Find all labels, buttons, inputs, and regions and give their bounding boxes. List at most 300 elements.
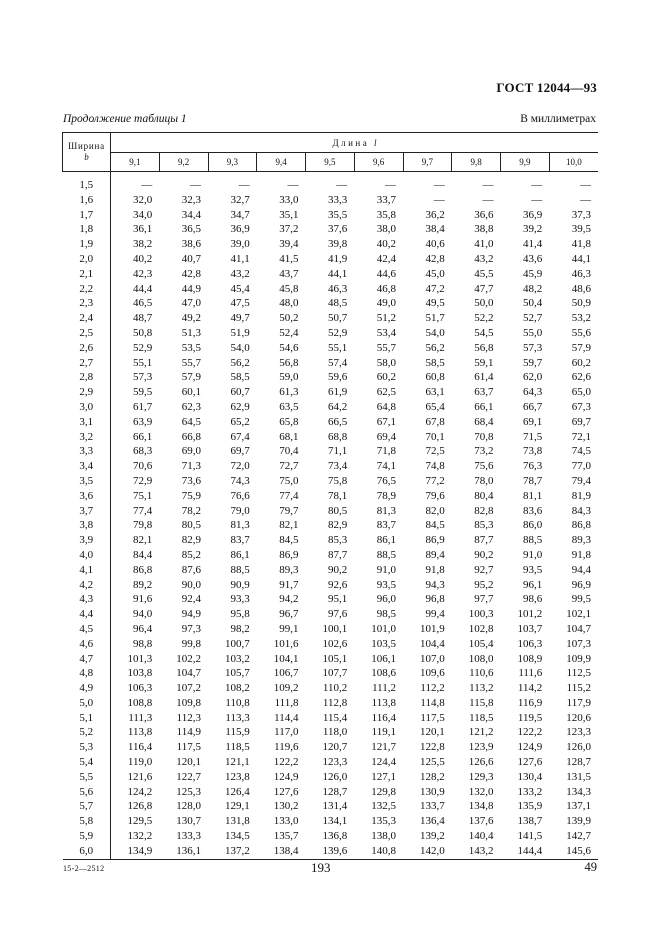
table-cell: 100,7 xyxy=(225,637,250,650)
table-cell: 33,0 xyxy=(279,193,299,206)
table-cell: 121,7 xyxy=(371,741,396,754)
table-cell: 124,9 xyxy=(517,741,543,754)
table-cell: 42,4 xyxy=(376,252,396,265)
table-cell: 76,6 xyxy=(230,489,250,502)
table-cell: 137,1 xyxy=(566,800,591,813)
table-cell: 82,1 xyxy=(133,534,153,547)
table-cell: 101,2 xyxy=(517,608,543,621)
table-cell: 81,3 xyxy=(376,504,396,517)
table-row xyxy=(63,237,599,252)
table-row xyxy=(63,385,599,400)
table-cell: 56,8 xyxy=(474,341,494,354)
table-cell: 120,1 xyxy=(176,756,201,769)
table-cell: — xyxy=(482,179,494,191)
table-row xyxy=(63,725,599,740)
table-cell: 46,3 xyxy=(571,267,591,280)
table-cell: 41,5 xyxy=(279,252,299,265)
table-cell: 44,9 xyxy=(181,282,201,295)
table-cell: 53,2 xyxy=(571,312,591,325)
table-cell: 92,6 xyxy=(328,578,348,591)
table-cell: 110,8 xyxy=(225,696,250,709)
table-cell: 142,0 xyxy=(403,844,452,859)
table-cell: 55,6 xyxy=(571,326,591,339)
table-cell: 86,9 xyxy=(279,548,299,561)
table-cell: 95,8 xyxy=(230,608,250,621)
table-row xyxy=(63,799,599,814)
table-cell: 50,0 xyxy=(474,297,494,310)
table-cell: 95,1 xyxy=(328,593,348,606)
table-row xyxy=(63,711,599,726)
width-value-cell: 4,7 xyxy=(63,652,111,667)
table-cell: 121,2 xyxy=(468,726,494,739)
table-cell: 108,8 xyxy=(127,696,153,709)
table-cell: 81,3 xyxy=(230,519,250,532)
table-cell: 63,1 xyxy=(425,386,445,399)
length-group-header xyxy=(111,133,599,153)
table-cell: 90,2 xyxy=(474,548,494,561)
table-cell: 68,3 xyxy=(133,445,153,458)
table-cell: — xyxy=(141,179,153,191)
table-cell: 45,9 xyxy=(523,267,543,280)
table-cell: 74,1 xyxy=(376,460,396,473)
table-cell: 111,8 xyxy=(274,696,299,709)
table-cell: 91,6 xyxy=(133,593,153,606)
table-cell: 35,8 xyxy=(376,208,396,221)
table-cell: 69,7 xyxy=(571,415,591,428)
table-cell: 103,5 xyxy=(371,637,396,650)
table-cell: 77,2 xyxy=(425,474,445,487)
table-cell: 36,9 xyxy=(230,223,250,236)
table-row xyxy=(63,267,599,282)
table-cell: 77,4 xyxy=(279,489,299,502)
table-cell: 75,6 xyxy=(474,460,494,473)
table-cell: 132,0 xyxy=(468,785,494,798)
table-cell: 102,8 xyxy=(468,622,494,635)
table-cell: 55,0 xyxy=(523,326,543,339)
table-cell: 60,8 xyxy=(425,371,445,384)
table-cell: 94,9 xyxy=(181,608,201,621)
table-cell: 38,8 xyxy=(474,223,494,236)
width-value-cell: 5,4 xyxy=(63,755,111,770)
table-cell: 48,0 xyxy=(279,297,299,310)
table-cell: 86,8 xyxy=(571,519,591,532)
table-cell: 78,9 xyxy=(376,489,396,502)
table-cell: 50,2 xyxy=(279,312,299,325)
table-cell: 102,6 xyxy=(322,637,348,650)
table-cell: 106,7 xyxy=(273,667,299,680)
table-cell: 78,7 xyxy=(523,474,543,487)
table-cell: 42,3 xyxy=(133,267,153,280)
table-row xyxy=(63,400,599,415)
table-cell: 116,4 xyxy=(127,741,153,754)
table-cell: 59,7 xyxy=(523,356,543,369)
table-cell: 142,7 xyxy=(566,830,591,843)
table-cell: 99,5 xyxy=(571,593,591,606)
table-cell: 32,7 xyxy=(230,193,250,206)
table-cell: 70,1 xyxy=(425,430,445,443)
table-cell: 82,0 xyxy=(425,504,445,517)
table-cell: 47,2 xyxy=(425,282,445,295)
length-column-header: 9,1 xyxy=(111,153,160,172)
table-cell: 81,9 xyxy=(571,489,591,502)
table-cell: 52,9 xyxy=(328,326,348,339)
table-cell: 103,7 xyxy=(517,622,543,635)
table-cell: — xyxy=(433,193,445,206)
table-cell: 40,2 xyxy=(133,252,153,265)
table-cell: 115,2 xyxy=(566,682,591,695)
table-cell: 106,3 xyxy=(127,682,153,695)
table-cell: 114,2 xyxy=(517,682,543,695)
table-cell: 45,0 xyxy=(425,267,445,280)
table-row xyxy=(63,370,599,385)
table-cell: 118,5 xyxy=(225,741,250,754)
table-cell: 122,2 xyxy=(273,756,299,769)
table-cell: 84,5 xyxy=(425,519,445,532)
table-cell: 40,6 xyxy=(425,238,445,251)
table-cell: 104,1 xyxy=(273,652,299,665)
table-cell: 135,3 xyxy=(371,815,396,828)
table-cell: 131,4 xyxy=(322,800,348,813)
table-cell: 106,1 xyxy=(371,652,396,665)
table-cell: 90,0 xyxy=(181,578,201,591)
table-cell: 135,7 xyxy=(273,830,299,843)
table-cell: 99,4 xyxy=(425,608,445,621)
table-row xyxy=(63,356,599,371)
table-cell: 68,1 xyxy=(279,430,299,443)
table-cell: 84,5 xyxy=(279,534,299,547)
table-cell: 41,8 xyxy=(571,238,591,251)
table-cell: 78,0 xyxy=(474,474,494,487)
table-cell: 55,7 xyxy=(181,356,201,369)
width-value-cell: 4,0 xyxy=(63,548,111,563)
table-cell: 80,4 xyxy=(474,489,494,502)
table-cell: — xyxy=(385,179,396,191)
table-row xyxy=(63,222,599,237)
table-cell: 48,5 xyxy=(328,297,348,310)
table-cell: 124,2 xyxy=(127,785,153,798)
table-cell: 86,1 xyxy=(230,548,250,561)
table-cell: 91,7 xyxy=(279,578,299,591)
length-column-header: 9,9 xyxy=(501,153,550,172)
table-cell: 117,9 xyxy=(566,696,591,709)
table-cell: 37,6 xyxy=(328,223,348,236)
table-cell: 130,4 xyxy=(517,770,543,783)
table-cell: 49,5 xyxy=(425,297,445,310)
width-value-cell: 3,8 xyxy=(63,518,111,533)
table-cell: 140,8 xyxy=(354,844,403,859)
table-cell: 50,8 xyxy=(133,326,153,339)
table-cell: 87,7 xyxy=(328,548,348,561)
table-cell: 42,8 xyxy=(425,252,445,265)
table-cell: 115,4 xyxy=(322,711,348,724)
table-cell: 126,4 xyxy=(225,785,250,798)
table-cell: 98,6 xyxy=(523,593,543,606)
table-cell: 44,1 xyxy=(571,252,591,265)
table-row xyxy=(63,740,599,755)
table-cell: 79,4 xyxy=(571,474,591,487)
table-row xyxy=(63,326,599,341)
table-cell: 40,7 xyxy=(181,252,201,265)
table-cell: 69,0 xyxy=(181,445,201,458)
table-cell: 74,3 xyxy=(230,474,250,487)
table-cell: 38,0 xyxy=(376,223,396,236)
table-cell: 132,2 xyxy=(127,830,153,843)
table-cell: 92,4 xyxy=(181,593,201,606)
table-cell: 38,4 xyxy=(425,223,445,236)
table-cell: 85,2 xyxy=(181,548,201,561)
table-cell: 70,6 xyxy=(133,460,153,473)
table-cell: — xyxy=(531,193,543,206)
table-cell: 77,0 xyxy=(571,460,591,473)
table-cell: 112,8 xyxy=(322,696,348,709)
table-cell: 59,0 xyxy=(279,371,299,384)
table-cell: 96,0 xyxy=(376,593,396,606)
table-cell: 49,0 xyxy=(376,297,396,310)
width-value-cell: 3,5 xyxy=(63,474,111,489)
table-cell: 114,8 xyxy=(420,696,445,709)
table-row xyxy=(63,563,599,578)
table-cell: 86,0 xyxy=(523,519,543,532)
table-row xyxy=(63,193,599,208)
table-cell: 136,8 xyxy=(322,830,348,843)
width-value-cell: 4,6 xyxy=(63,637,111,652)
table-cell: 100,1 xyxy=(322,622,348,635)
table-cell: 138,7 xyxy=(517,815,543,828)
table-cell: 79,6 xyxy=(425,489,445,502)
table-cell: 124,4 xyxy=(371,756,396,769)
table-cell: 43,7 xyxy=(279,267,299,280)
table-cell: 66,1 xyxy=(133,430,153,443)
table-cell: 66,1 xyxy=(474,400,494,413)
table-cell: 120,1 xyxy=(420,726,445,739)
table-cell: 39,2 xyxy=(523,223,543,236)
table-cell: 113,8 xyxy=(371,696,396,709)
table-cell: 135,9 xyxy=(517,800,543,813)
width-value-cell: 5,3 xyxy=(63,740,111,755)
table-cell: 130,9 xyxy=(420,785,445,798)
width-value-cell: 3,2 xyxy=(63,430,111,445)
table-cell: 64,5 xyxy=(181,415,201,428)
standard-designation: ГОСТ 12044—93 xyxy=(496,80,597,95)
table-cell: 65,0 xyxy=(571,386,591,399)
table-cell: — xyxy=(336,179,348,191)
table-cell: 138,0 xyxy=(371,830,396,843)
table-cell: 56,2 xyxy=(425,341,445,354)
table-cell: 65,4 xyxy=(425,400,445,413)
table-cell: 50,7 xyxy=(328,312,348,325)
table-cell: 51,3 xyxy=(181,326,201,339)
table-cell: 63,5 xyxy=(279,400,299,413)
table-cell: 62,0 xyxy=(523,371,543,384)
table-cell: 83,7 xyxy=(376,519,396,532)
table-cell: 88,5 xyxy=(523,534,543,547)
table-cell: 45,5 xyxy=(474,267,494,280)
table-row xyxy=(63,178,599,193)
table-row xyxy=(63,474,599,489)
width-value-cell: 2,8 xyxy=(63,370,111,385)
table-cell: 107,3 xyxy=(566,637,591,650)
table-cell: 41,4 xyxy=(523,238,543,251)
table-cell: 40,2 xyxy=(376,238,396,251)
table-cell: 96,1 xyxy=(523,578,543,591)
table-cell: 111,2 xyxy=(372,682,396,695)
table-cell: 62,3 xyxy=(181,400,201,413)
table-cell: 78,1 xyxy=(328,489,348,502)
table-cell: 74,5 xyxy=(571,445,591,458)
width-value-cell: 2,6 xyxy=(63,341,111,356)
table-cell: 73,6 xyxy=(181,474,201,487)
table-cell: 107,0 xyxy=(420,652,445,665)
table-cell: 81,1 xyxy=(523,489,543,502)
units-note: В миллиметрах xyxy=(520,113,596,125)
table-cell: 118,0 xyxy=(322,726,348,739)
table-cell: 57,4 xyxy=(328,356,348,369)
table-cell: 121,6 xyxy=(127,770,153,783)
table-cell: 56,8 xyxy=(279,356,299,369)
table-cell: 126,8 xyxy=(127,800,153,813)
table-cell: 33,7 xyxy=(376,193,396,206)
table-cell: 46,8 xyxy=(376,282,396,295)
table-cell: 71,5 xyxy=(523,430,543,443)
table-cell: 65,2 xyxy=(230,415,250,428)
table-cell: 129,1 xyxy=(225,800,250,813)
table-cell: 97,3 xyxy=(181,622,201,635)
table-cell: 35,5 xyxy=(328,208,348,221)
table-cell: 58,5 xyxy=(425,356,445,369)
table-cell: 141,5 xyxy=(517,830,543,843)
table-cell: 49,7 xyxy=(230,312,250,325)
table-cell: 60,7 xyxy=(230,386,250,399)
table-cell: 52,7 xyxy=(523,312,543,325)
table-cell: 112,3 xyxy=(176,711,201,724)
table-cell: — xyxy=(580,179,591,191)
width-value-cell: 4,4 xyxy=(63,607,111,622)
table-cell: 119,0 xyxy=(127,756,153,769)
table-cell: 90,2 xyxy=(328,563,348,576)
table-cell: 72,7 xyxy=(279,460,299,473)
width-value-cell: 1,6 xyxy=(63,193,111,208)
table-cell: 73,8 xyxy=(523,445,543,458)
table-cell: 108,6 xyxy=(371,667,396,680)
table-cell: 112,5 xyxy=(566,667,591,680)
table-cell: 88,5 xyxy=(230,563,250,576)
table-cell: 56,2 xyxy=(230,356,250,369)
table-cell: 82,8 xyxy=(474,504,494,517)
table-cell: 107,7 xyxy=(322,667,348,680)
table-cell: 130,2 xyxy=(273,800,299,813)
width-value-cell: 5,5 xyxy=(63,770,111,785)
table-cell: 105,1 xyxy=(322,652,348,665)
table-cell: 104,4 xyxy=(420,637,445,650)
table-cell: 69,4 xyxy=(376,430,396,443)
table-cell: 134,8 xyxy=(468,800,494,813)
table-cell: 75,8 xyxy=(328,474,348,487)
table-cell: 72,5 xyxy=(425,445,445,458)
table-cell: 96,9 xyxy=(571,578,591,591)
table-cell: 89,4 xyxy=(425,548,445,561)
table-cell: 96,4 xyxy=(133,622,153,635)
table-cell: 103,8 xyxy=(127,667,153,680)
table-cell: 128,7 xyxy=(566,756,591,769)
table-cell: 120,7 xyxy=(322,741,348,754)
table-cell: 54,5 xyxy=(474,326,494,339)
table-cell: 116,9 xyxy=(517,696,543,709)
table-cell: 34,0 xyxy=(133,208,153,221)
table-cell: 69,1 xyxy=(523,415,543,428)
table-cell: 52,4 xyxy=(279,326,299,339)
table-cell: 108,2 xyxy=(225,682,250,695)
table-cell: 57,3 xyxy=(133,371,153,384)
table-cell: 48,6 xyxy=(571,282,591,295)
table-cell: 123,9 xyxy=(468,741,494,754)
table-cell: 94,0 xyxy=(133,608,153,621)
width-value-cell: 2,3 xyxy=(63,296,111,311)
width-value-cell: 5,8 xyxy=(63,814,111,829)
table-cell: 119,5 xyxy=(517,711,543,724)
table-cell: 129,8 xyxy=(371,785,396,798)
table-cell: 48,2 xyxy=(523,282,543,295)
table-cell: 115,8 xyxy=(469,696,494,709)
table-cell: 131,5 xyxy=(566,770,591,783)
table-row xyxy=(63,652,599,667)
length-header-label: Длина xyxy=(332,137,370,148)
table-cell: 131,8 xyxy=(225,815,250,828)
width-value-cell: 3,7 xyxy=(63,504,111,519)
table-cell: 63,9 xyxy=(133,415,153,428)
table-row xyxy=(63,533,599,548)
table-row xyxy=(63,666,599,681)
width-value-cell: 2,1 xyxy=(63,267,111,282)
sheet-number: 193 xyxy=(311,860,331,875)
table-cell: 51,7 xyxy=(425,312,445,325)
table-cell: 96,8 xyxy=(425,593,445,606)
table-cell: 89,3 xyxy=(571,534,591,547)
table-cell: 63,7 xyxy=(474,386,494,399)
table-row xyxy=(63,208,599,223)
table-cell: 38,6 xyxy=(181,238,201,251)
width-value-cell: 1,8 xyxy=(63,222,111,237)
width-value-cell: 6,0 xyxy=(63,844,111,859)
table-cell: 109,9 xyxy=(566,652,591,665)
table-row xyxy=(63,282,599,297)
width-value-cell: 5,7 xyxy=(63,799,111,814)
table-cell: 60,2 xyxy=(571,356,591,369)
table-cell: 54,0 xyxy=(230,341,250,354)
table-row xyxy=(63,430,599,445)
table-cell: 127,6 xyxy=(517,756,543,769)
table-cell: 126,0 xyxy=(322,770,348,783)
table-row xyxy=(63,607,599,622)
table-cell: 75,1 xyxy=(133,489,153,502)
table-cell: 109,6 xyxy=(420,667,445,680)
table-cell: 99,1 xyxy=(279,622,299,635)
table-cell: 32,3 xyxy=(181,193,201,206)
table-cell: — xyxy=(482,193,494,206)
table-cell: 57,3 xyxy=(523,341,543,354)
width-value-cell: 3,3 xyxy=(63,444,111,459)
table-cell: 39,0 xyxy=(230,238,250,251)
table-cell: 120,6 xyxy=(566,711,591,724)
table-cell: 99,8 xyxy=(181,637,201,650)
table-cell: 136,4 xyxy=(420,815,445,828)
table-cell: 125,3 xyxy=(176,785,201,798)
length-column-header: 9,6 xyxy=(354,153,403,172)
table-cell: 133,3 xyxy=(176,830,201,843)
table-cell: 115,9 xyxy=(225,726,250,739)
table-cell: 133,0 xyxy=(273,815,299,828)
table-cell: 43,2 xyxy=(230,267,250,280)
table-cell: 71,1 xyxy=(328,445,348,458)
